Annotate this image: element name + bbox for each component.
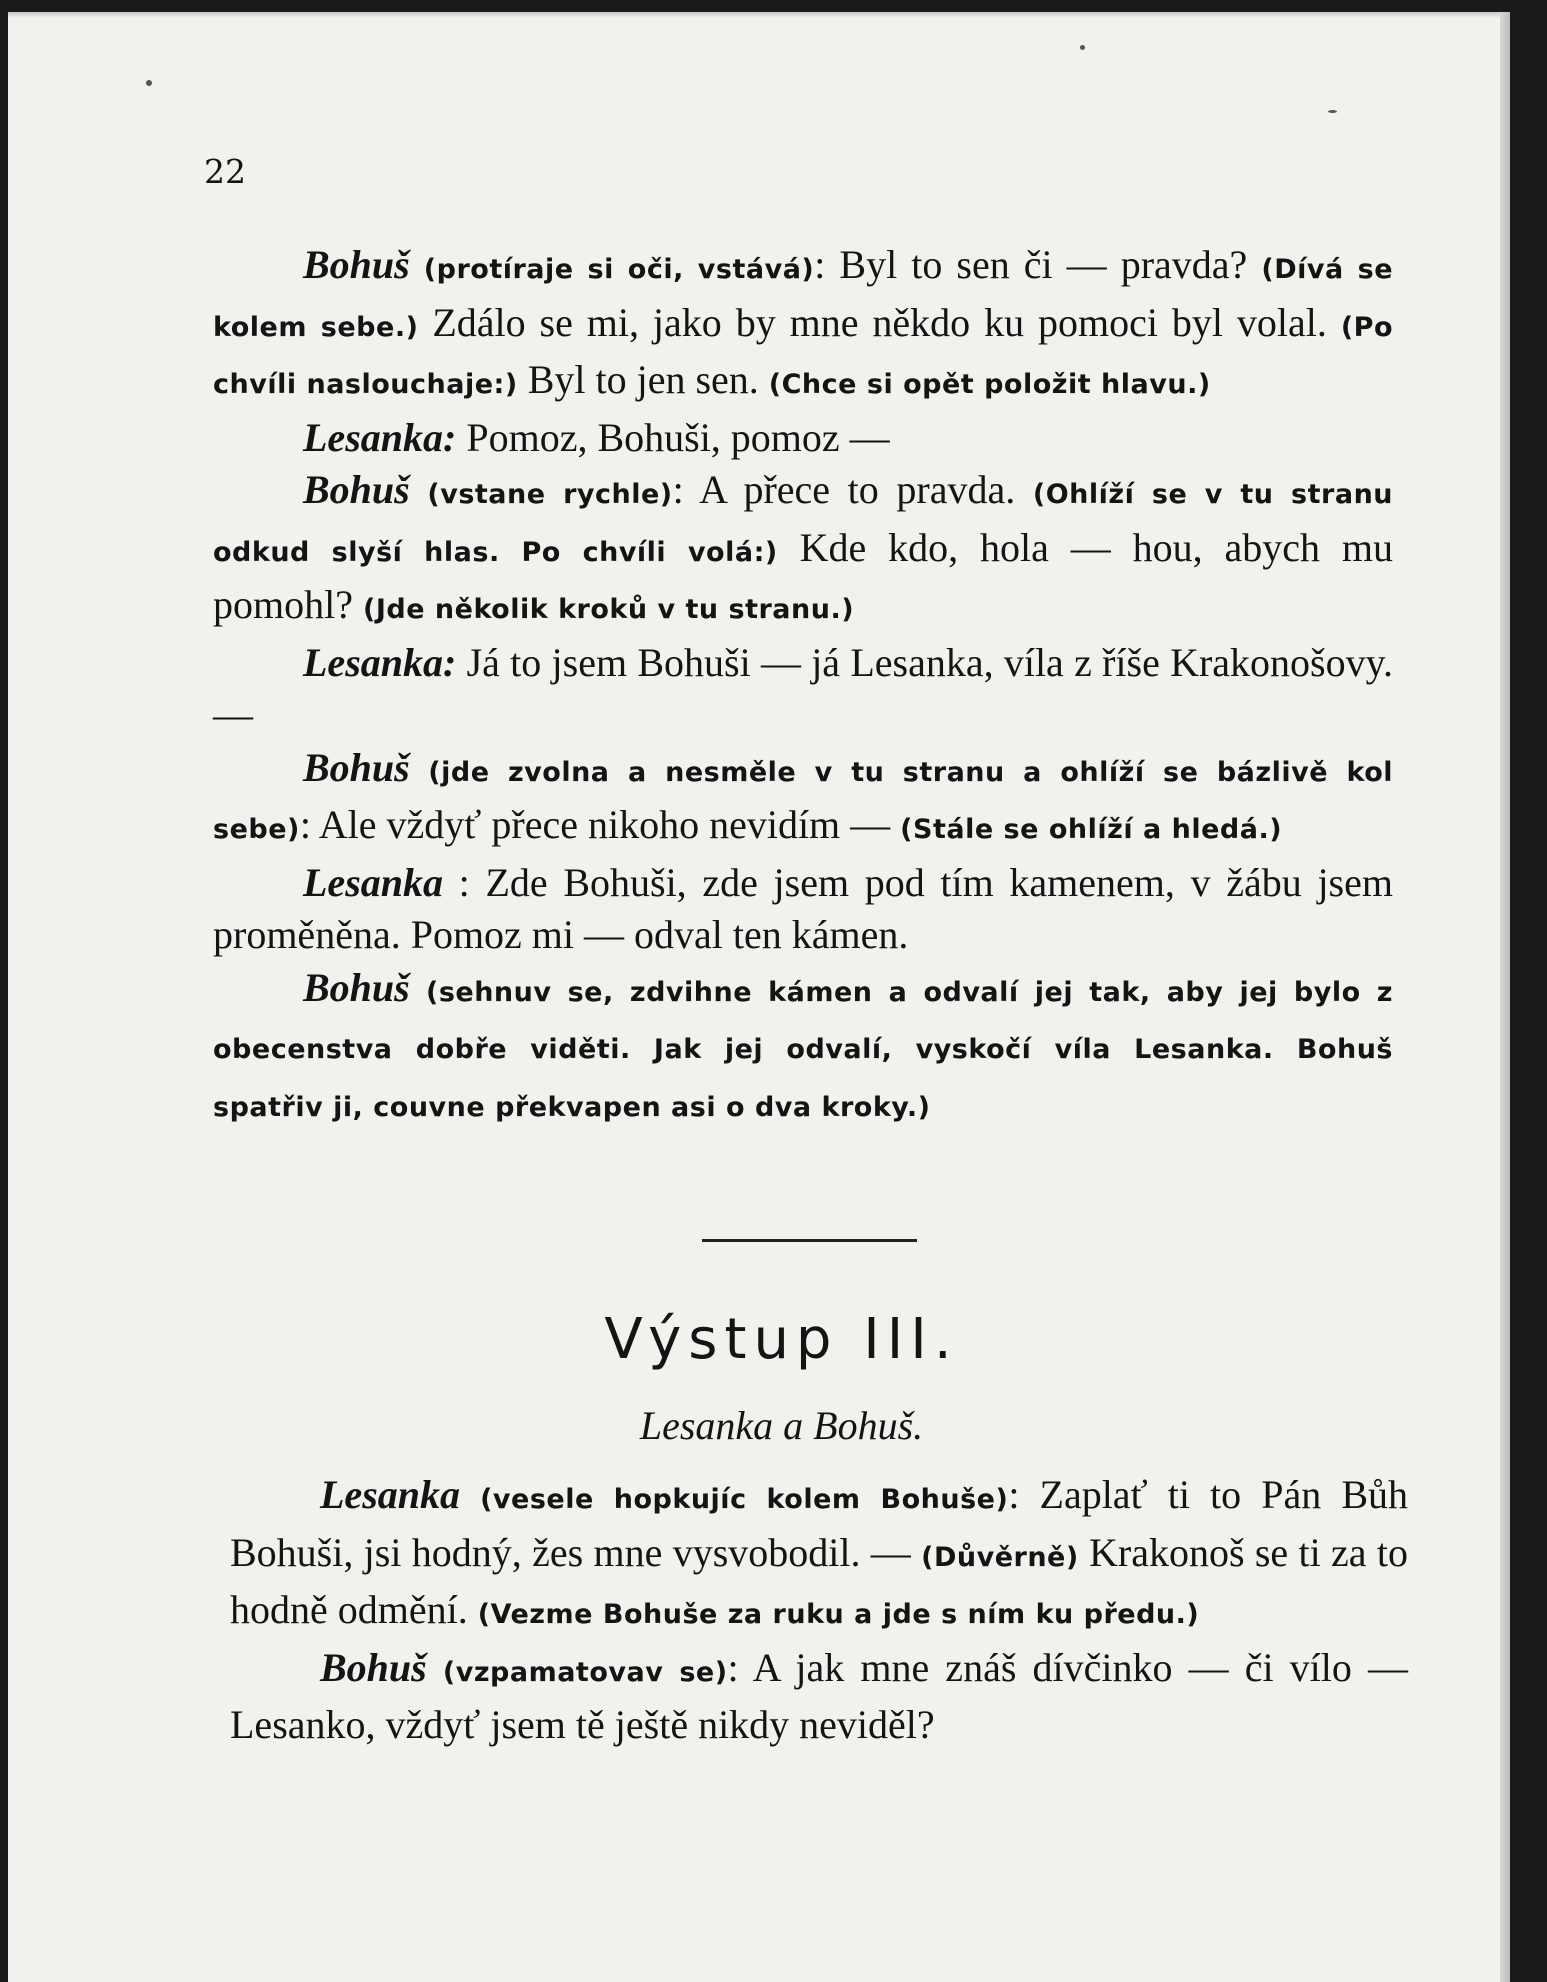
dialogue-paragraph bbox=[213, 962, 1393, 1135]
stage-direction: (Chce si opět položit hlavu.) bbox=[768, 369, 1211, 400]
stage-direction: (Stále se ohlíží a hledá.) bbox=[900, 814, 1283, 845]
dialogue-paragraph bbox=[213, 742, 1393, 857]
page-number: 22 bbox=[204, 152, 246, 191]
stage-direction: (Dívá se kolem sebe.) bbox=[213, 254, 1394, 343]
speaker-name: Lesanka: bbox=[303, 414, 457, 460]
speaker-name: Bohuš bbox=[303, 964, 410, 1010]
dialogue-text: Byl to jen sen. bbox=[517, 357, 769, 402]
scene-cast: Lesanka a Bohuš. bbox=[639, 1403, 924, 1448]
dialogue-section-a bbox=[213, 239, 1393, 1134]
dialogue-paragraph bbox=[213, 637, 1393, 742]
stage-direction: (vzpamatovav se) bbox=[442, 1656, 728, 1688]
speaker-name: Lesanka bbox=[320, 1472, 460, 1517]
stage-direction: (protíraje si oči, vstává) bbox=[423, 254, 815, 285]
stage-direction: (Vezme Bohuše za ruku a jde s ním ku předu.) bbox=[477, 1599, 1200, 1630]
stage-direction: (Důvěrně) bbox=[921, 1541, 1079, 1573]
speaker-name: Bohuš bbox=[320, 1644, 427, 1690]
dialogue-paragraph bbox=[230, 1642, 1408, 1752]
dialogue-text: Krakonoš se ti za to hodně odmění. bbox=[230, 1529, 1408, 1632]
scan-edge-top bbox=[8, 12, 1510, 18]
stage-direction: (sehnuv se, zdvihne kámen a odvalí jej tak, aby jej bylo z obecenstva dobře viděti. Jak jej odvalí, vyskočí víla Lesanka. Bohuš spatřiv ji, couvne překvapen asi o dva kroky.) bbox=[213, 976, 1394, 1123]
dialogue-text: : Ale vždyť přece nikoho nevidím — bbox=[299, 802, 901, 847]
dialogue-text: : A přece to pravda. bbox=[672, 467, 1033, 512]
speaker-name: Lesanka bbox=[303, 859, 443, 905]
speaker-name: Bohuš bbox=[303, 744, 410, 790]
scene-title: Výstup III. bbox=[604, 1307, 959, 1372]
speaker-name: Bohuš bbox=[303, 242, 410, 287]
dialogue-paragraph bbox=[213, 857, 1393, 962]
dialogue-text: Pomoz, Bohuši, pomoz — bbox=[466, 414, 890, 460]
speaker-name: Lesanka: bbox=[303, 639, 457, 685]
stage-direction: (jde zvolna a nesměle v tu stranu a ohlíží se bázlivě kol sebe) bbox=[213, 756, 1393, 845]
scan-speck bbox=[1328, 110, 1337, 113]
dialogue-text: Zdálo se mi, jako by mne někdo ku pomoci byl volal. bbox=[418, 299, 1341, 345]
scan-speck bbox=[146, 80, 152, 86]
dialogue-section-b bbox=[230, 1469, 1408, 1752]
section-divider bbox=[702, 1239, 917, 1242]
dialogue-paragraph bbox=[213, 464, 1393, 637]
dialogue-text: : A jak mne znáš dívčinko — či vílo — Lesanko, vždyť jsem tě ještě nikdy neviděl? bbox=[230, 1644, 1409, 1747]
dialogue-text: : Zde Bohuši, zde jsem pod tím kamenem, v žábu jsem proměněna. Pomoz mi — odval ten kámen. bbox=[213, 859, 1393, 957]
scan-speck bbox=[1080, 45, 1085, 50]
scan-edge-right bbox=[1500, 12, 1510, 1982]
stage-direction: (Jde několik kroků v tu stranu.) bbox=[362, 594, 855, 625]
dialogue-paragraph bbox=[230, 1469, 1408, 1642]
stage-direction: (Po chvíli naslouchaje:) bbox=[213, 311, 1393, 400]
stage-direction: (Ohlíží se v tu stranu odkud slyší hlas. Po chvíli volá:) bbox=[213, 479, 1394, 568]
dialogue-paragraph bbox=[213, 239, 1393, 412]
stage-direction: (vstane rychle) bbox=[427, 479, 673, 510]
dialogue-paragraph bbox=[213, 412, 1393, 465]
stage-direction: (vesele hopkujíc kolem Bohuše) bbox=[480, 1484, 1009, 1515]
book-page bbox=[8, 12, 1510, 1982]
dialogue-text: : Byl to sen či — pravda? bbox=[814, 242, 1262, 287]
speaker-name: Bohuš bbox=[303, 467, 410, 512]
dialogue-text: : Zaplať ti to Pán Bůh Bohuši, jsi hodný, žes mne vysvobodil. — bbox=[230, 1472, 1409, 1575]
dialogue-text: Já to jsem Bohuši — já Lesanka, víla z říše Krakonošovy. — bbox=[213, 639, 1394, 737]
dialogue-text: Kde kdo, hola — hou, abych mu pomohl? bbox=[213, 524, 1393, 627]
